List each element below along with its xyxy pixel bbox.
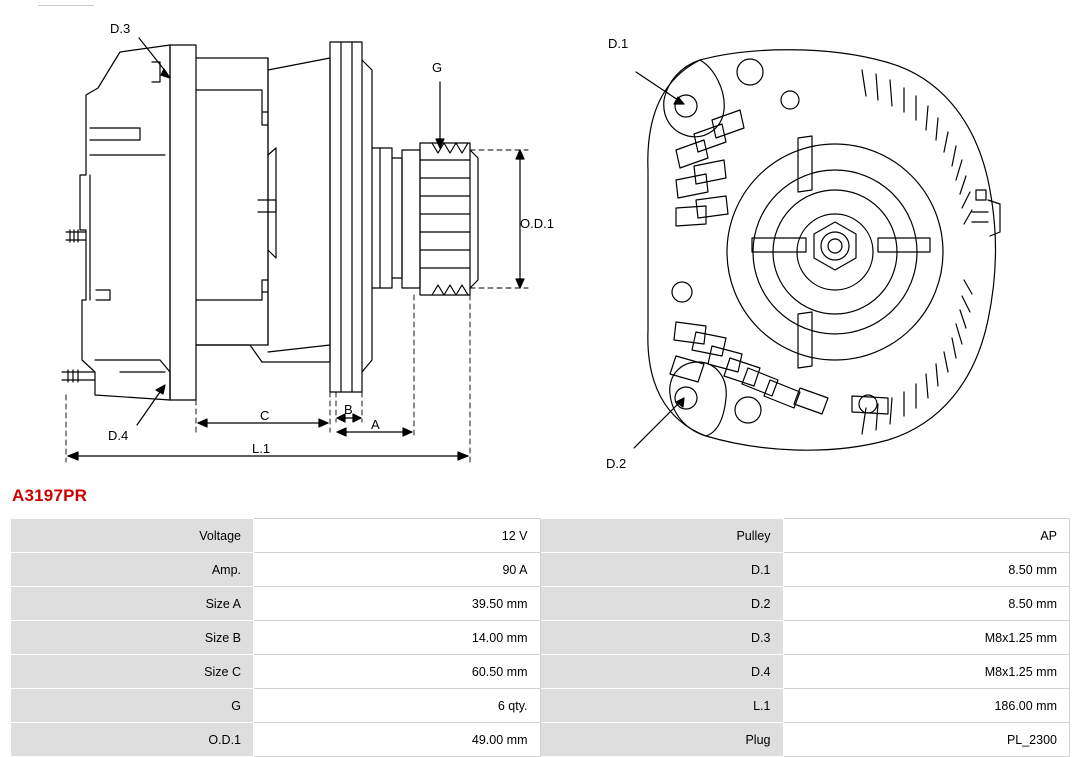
spec-label-d2: D.2 <box>540 587 783 621</box>
spec-label-amp: Amp. <box>11 553 254 587</box>
label-d3: D.3 <box>110 21 131 36</box>
spec-label-od1: O.D.1 <box>11 723 254 757</box>
part-number: A3197PR <box>12 486 88 505</box>
label-d4: D.4 <box>108 428 129 443</box>
spec-label-size-b: Size B <box>11 621 254 655</box>
spec-value-l1: 186.00 mm <box>783 689 1070 723</box>
spec-value-size-c: 60.50 mm <box>254 655 541 689</box>
label-od1: O.D.1 <box>520 216 554 231</box>
table-row <box>11 621 1070 655</box>
spec-value-d2: 8.50 mm <box>783 587 1070 621</box>
spec-label-g: G <box>11 689 254 723</box>
spec-value-g: 6 qty. <box>254 689 541 723</box>
spec-table-body <box>11 519 1070 757</box>
table-row <box>11 519 1070 553</box>
spec-label-d1: D.1 <box>540 553 783 587</box>
spec-label-plug: Plug <box>540 723 783 757</box>
spec-label-size-c: Size C <box>11 655 254 689</box>
label-d2: D.2 <box>606 456 627 471</box>
spec-value-d3: M8x1.25 mm <box>783 621 1070 655</box>
spec-label-d3: D.3 <box>540 621 783 655</box>
label-g: G <box>432 60 443 75</box>
spec-value-plug: PL_2300 <box>783 723 1070 757</box>
spec-value-d4: M8x1.25 mm <box>783 655 1070 689</box>
label-a: A <box>371 417 380 432</box>
label-l1: L.1 <box>252 441 271 456</box>
spec-label-voltage: Voltage <box>11 519 254 553</box>
specifications-table <box>10 518 1070 757</box>
label-b: B <box>344 402 353 417</box>
table-row <box>11 587 1070 621</box>
spec-value-size-a: 39.50 mm <box>254 587 541 621</box>
label-d1: D.1 <box>608 36 629 51</box>
table-row <box>11 655 1070 689</box>
spec-label-d4: D.4 <box>540 655 783 689</box>
spec-value-pulley: AP <box>783 519 1070 553</box>
spec-value-d1: 8.50 mm <box>783 553 1070 587</box>
table-row <box>11 553 1070 587</box>
spec-value-size-b: 14.00 mm <box>254 621 541 655</box>
spec-value-od1: 49.00 mm <box>254 723 541 757</box>
spec-label-l1: L.1 <box>540 689 783 723</box>
table-row <box>11 689 1070 723</box>
spec-value-amp: 90 A <box>254 553 541 587</box>
spec-label-pulley: Pulley <box>540 519 783 553</box>
spec-value-voltage: 12 V <box>254 519 541 553</box>
spec-label-size-a: Size A <box>11 587 254 621</box>
table-row <box>11 723 1070 757</box>
label-c: C <box>260 408 270 423</box>
